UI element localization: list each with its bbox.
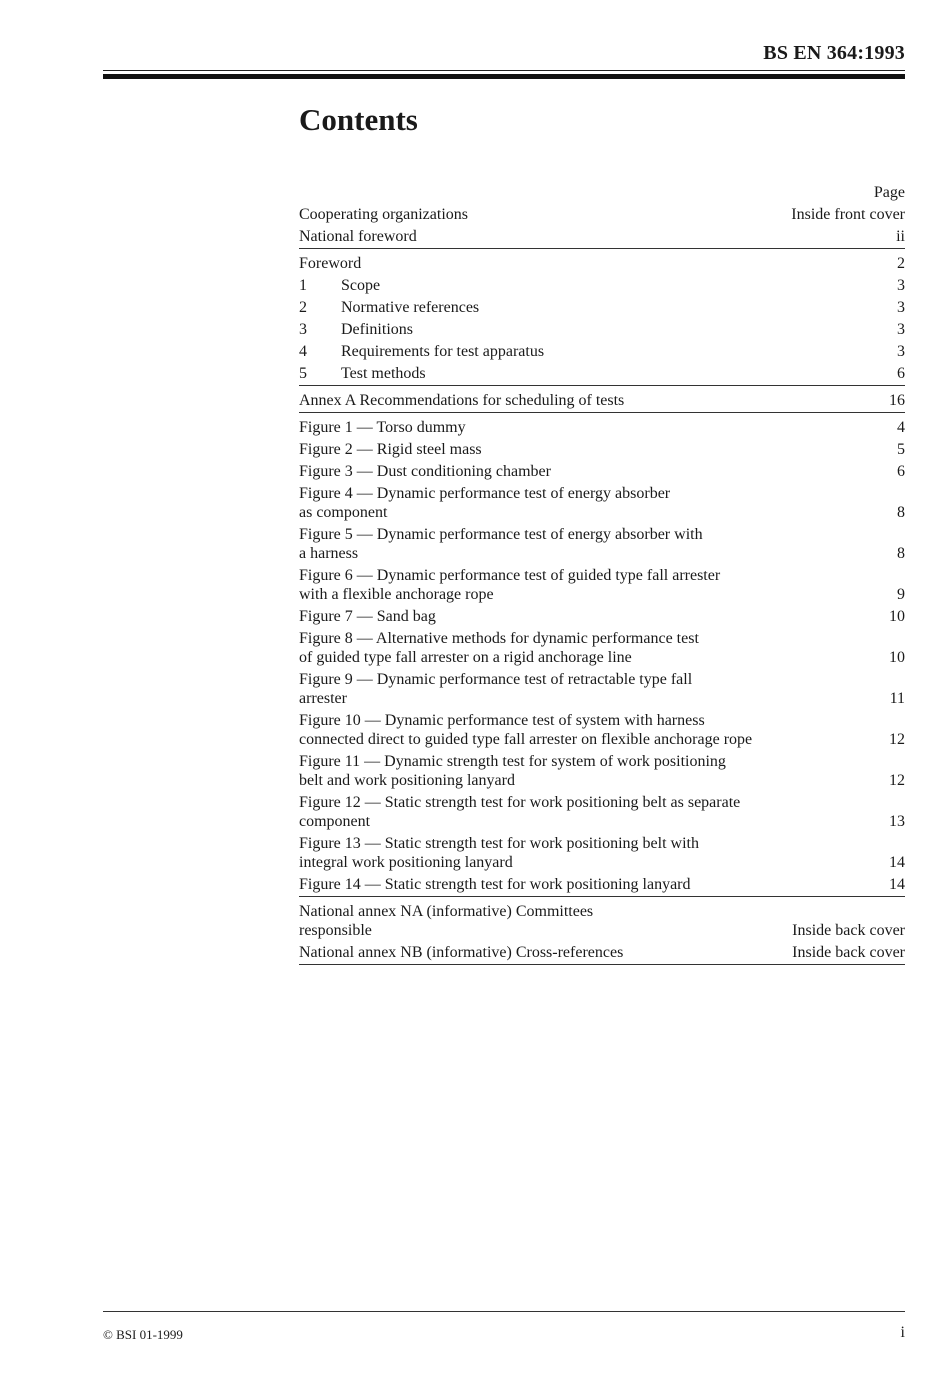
toc-entry-label <box>299 320 413 339</box>
toc-entry[interactable] <box>299 900 905 941</box>
toc-entry[interactable] <box>299 523 905 564</box>
toc-entry-label: Figure 2 — Rigid steel mass <box>299 440 482 458</box>
toc-entry-label <box>299 276 380 295</box>
page-title: Contents <box>299 102 418 137</box>
toc-entry-label: Figure 4 — Dynamic performance test of energy absorber as component <box>299 484 671 521</box>
toc-entry[interactable] <box>299 668 905 709</box>
toc-group-figures <box>299 416 905 897</box>
toc-entry[interactable] <box>299 832 905 873</box>
toc-entry-page: 2 <box>897 254 905 272</box>
toc-entry[interactable] <box>299 252 905 274</box>
toc-entry-page: 5 <box>897 440 905 458</box>
toc-entry-page: 3 <box>897 298 905 316</box>
clause-number: 1 <box>299 276 307 294</box>
toc-entry-label: Figure 5 — Dynamic performance test of energy absorber with a harness <box>299 525 703 562</box>
toc-entry-label: Figure 3 — Dust conditioning chamber <box>299 462 551 480</box>
toc-entry-label: Figure 1 — Torso dummy <box>299 418 466 436</box>
toc-entry-label <box>299 342 544 361</box>
toc-entry-page: Inside front cover <box>791 205 905 223</box>
toc-entry[interactable] <box>299 274 905 296</box>
toc-entry[interactable] <box>299 362 905 384</box>
toc-entry[interactable] <box>299 389 905 411</box>
toc-entry-label: Figure 10 — Dynamic performance test of system with harness connected direct to guided type fall arrester on flexible anchorage rope <box>299 711 753 748</box>
clause-title: Normative references <box>341 298 480 316</box>
toc-entry-label: Figure 7 — Sand bag <box>299 607 436 625</box>
toc-entry-page: 6 <box>897 462 905 480</box>
page-number: i <box>900 1324 905 1341</box>
toc-entry[interactable] <box>299 791 905 832</box>
toc-entry-page: 12 <box>889 730 905 748</box>
toc-entry[interactable] <box>299 482 905 523</box>
clause-title: Test methods <box>341 364 426 382</box>
toc-entry-page: 3 <box>897 276 905 294</box>
toc-entry-label <box>299 298 479 317</box>
toc-entry-page: 16 <box>889 391 905 409</box>
toc-entry-page: Inside back cover <box>792 921 905 939</box>
toc-entry-page: 3 <box>897 320 905 338</box>
toc-group-national-annexes <box>299 900 905 965</box>
toc-entry-page: 14 <box>889 875 905 893</box>
document-id: BS EN 364:1993 <box>763 42 905 64</box>
toc-entry-page: 11 <box>889 689 905 707</box>
clause-number: 3 <box>299 320 307 338</box>
toc-entry-label: Cooperating organizations <box>299 205 468 223</box>
clause-title: Scope <box>341 276 381 294</box>
table-of-contents <box>299 183 905 968</box>
toc-entry[interactable] <box>299 627 905 668</box>
toc-entry[interactable] <box>299 340 905 362</box>
toc-entry-label: Foreword <box>299 254 362 272</box>
toc-entry-label: Figure 12 — Static strength test for work positioning belt as separate component <box>299 793 741 830</box>
toc-entry[interactable] <box>299 750 905 791</box>
page-column-heading: Page <box>873 184 905 201</box>
toc-entry-page: 9 <box>897 585 905 603</box>
toc-entry-page: Inside back cover <box>792 943 905 961</box>
toc-entry-label: National annex NA (informative) Committees responsible <box>299 902 594 939</box>
toc-entry-label: Figure 6 — Dynamic performance test of guided type fall arrester with a flexible anchorage rope <box>299 566 721 603</box>
toc-entry-label: National annex NB (informative) Cross-references <box>299 943 624 961</box>
toc-group-front-matter <box>299 203 905 249</box>
toc-entry[interactable] <box>299 941 905 963</box>
clause-title: Requirements for test apparatus <box>341 342 545 360</box>
clause-number: 2 <box>299 298 307 316</box>
toc-entry-page: ii <box>896 227 905 245</box>
toc-entry[interactable] <box>299 564 905 605</box>
clause-number: 5 <box>299 364 307 382</box>
toc-entry-page: 13 <box>889 812 905 830</box>
toc-entry[interactable] <box>299 460 905 482</box>
toc-entry[interactable] <box>299 416 905 438</box>
toc-entry-page: 12 <box>889 771 905 789</box>
toc-group-annex <box>299 389 905 413</box>
toc-entry-label: National foreword <box>299 227 417 245</box>
toc-entry[interactable] <box>299 203 905 225</box>
toc-entry-page: 10 <box>889 607 905 625</box>
toc-group-clauses <box>299 252 905 386</box>
toc-entry-page: 6 <box>897 364 905 382</box>
copyright-notice: © BSI 01-1999 <box>103 1327 183 1342</box>
toc-entry-label: Figure 8 — Alternative methods for dynamic performance test of guided type fall arrester on a rigid anchorage line <box>299 629 699 666</box>
toc-entry-label: Figure 9 — Dynamic performance test of retractable type fall arrester <box>299 670 693 707</box>
footer-rule <box>103 1311 905 1312</box>
toc-entry-label <box>299 364 426 383</box>
toc-entry-page: 8 <box>897 544 905 562</box>
toc-entry-page: 4 <box>897 418 905 436</box>
toc-entry-label: Annex A Recommendations for scheduling of tests <box>299 391 625 409</box>
toc-entry-label: Figure 13 — Static strength test for work positioning belt with integral work positioning lanyard <box>299 834 699 871</box>
toc-entry[interactable] <box>299 605 905 627</box>
clause-title: Definitions <box>341 320 413 338</box>
toc-entry-page: 14 <box>889 853 905 871</box>
toc-entry[interactable] <box>299 225 905 247</box>
toc-entry[interactable] <box>299 296 905 318</box>
header-rule-thick <box>103 74 905 79</box>
toc-entry[interactable] <box>299 438 905 460</box>
toc-entry-label: Figure 11 — Dynamic strength test for system of work positioning belt and work positioning lanyard <box>299 752 726 789</box>
toc-entry[interactable] <box>299 873 905 895</box>
toc-entry-page: 8 <box>897 503 905 521</box>
toc-entry[interactable] <box>299 709 905 750</box>
header-rule-thin <box>103 70 905 71</box>
toc-entry-page: 10 <box>889 648 905 666</box>
clause-number: 4 <box>299 342 307 360</box>
toc-entry[interactable] <box>299 318 905 340</box>
toc-entry-label: Figure 14 — Static strength test for work positioning lanyard <box>299 875 691 893</box>
toc-entry-page: 3 <box>897 342 905 360</box>
